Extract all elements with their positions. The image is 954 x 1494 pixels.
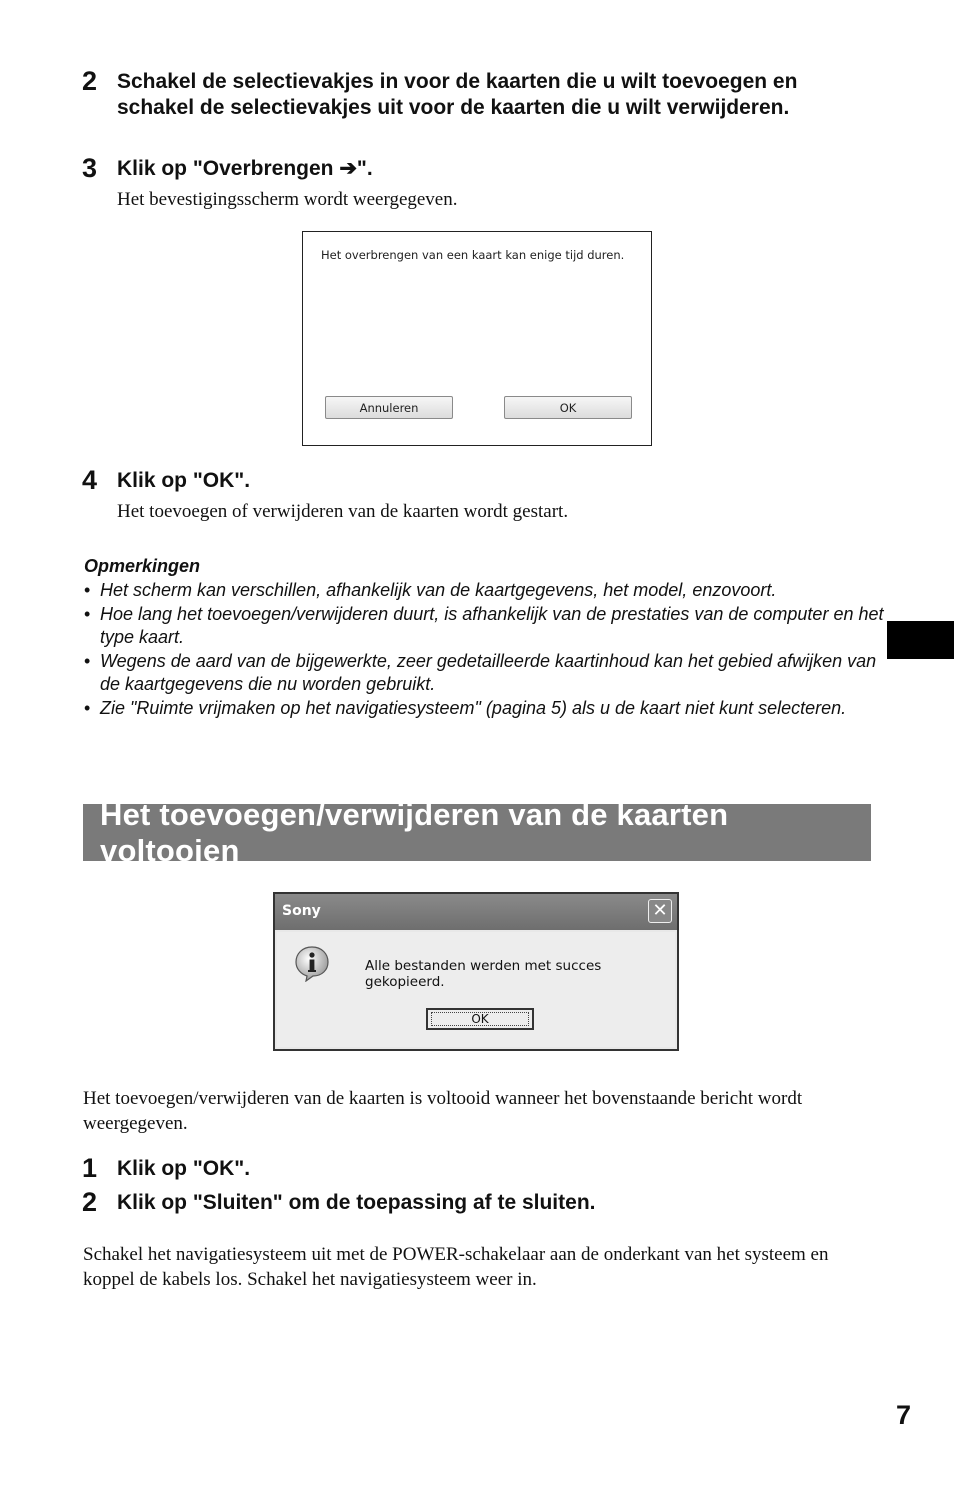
cancel-button[interactable]: Annuleren [325, 396, 453, 419]
dialog-message: Alle bestanden werden met succes gekopieerd. [365, 958, 602, 990]
note-item: • Zie "Ruimte vrijmaken op het navigatiesysteem" (pagina 5) als u de kaart niet kunt selecteren. [84, 697, 847, 718]
step-title: Klik op "Overbrengen ➔". [117, 157, 373, 180]
dialog-titlebar [275, 894, 677, 930]
notes-list [84, 579, 884, 720]
final-paragraph: Schakel het navigatiesysteem uit met de POWER-schakelaar aan de onderkant van het systeem en koppel de kabels los. Schakel het navigatiesysteem weer in. [83, 1244, 829, 1290]
dialog-message: Het overbrengen van een kaart kan enige tijd duren. [321, 248, 625, 262]
step-title: Klik op "OK". [117, 469, 251, 492]
chapter-tab [887, 621, 954, 659]
step-description: Het toevoegen of verwijderen van de kaarten wordt gestart. [117, 501, 569, 522]
note-item: • Wegens de aard van de bijgewerkte, zeer gedetailleerde kaartinhoud kan het gebied afwijken van de kaartgegevens die nu worden gebruikt. [84, 650, 877, 694]
step-title: Klik op "OK". [117, 1157, 251, 1180]
page-number: 7 [896, 1400, 912, 1430]
ok-button-label: OK [431, 1012, 529, 1026]
ok-button[interactable]: OK [504, 396, 632, 419]
step-number: 3 [82, 153, 98, 183]
step-title: Schakel de selectievakjes in voor de kaarten die u wilt toevoegen en schakel de selectievakjes uit voor de kaarten die u wilt verwijderen. [117, 70, 798, 119]
completion-paragraph: Het toevoegen/verwijderen van de kaarten is voltooid wanneer het bovenstaande bericht wordt weergegeven. [83, 1088, 803, 1134]
section-title: Het toevoegen/verwijderen van de kaarten voltooien [83, 804, 871, 861]
dialog-title: Sony [282, 903, 321, 919]
note-item: • Het scherm kan verschillen, afhankelijk van de kaartgegevens, het model, enzovoort. [84, 580, 777, 600]
notes-heading: Opmerkingen [84, 556, 201, 576]
close-icon[interactable]: ✕ [648, 899, 672, 923]
sony-dialog [273, 892, 679, 1051]
note-item: • Hoe lang het toevoegen/verwijderen duurt, is afhankelijk van de prestaties van de computer en het type kaart. [84, 603, 884, 647]
info-icon [293, 944, 331, 982]
step-title: Klik op "Sluiten" om de toepassing af te sluiten. [117, 1191, 596, 1214]
step-number: 4 [82, 465, 98, 495]
step-number: 2 [82, 1187, 98, 1217]
ok-button[interactable] [426, 1008, 534, 1030]
step-number: 2 [82, 66, 98, 96]
confirm-dialog [302, 231, 652, 446]
step-number: 1 [82, 1153, 98, 1183]
step-description: Het bevestigingsscherm wordt weergegeven. [117, 189, 458, 210]
dialog-content [277, 932, 675, 1047]
